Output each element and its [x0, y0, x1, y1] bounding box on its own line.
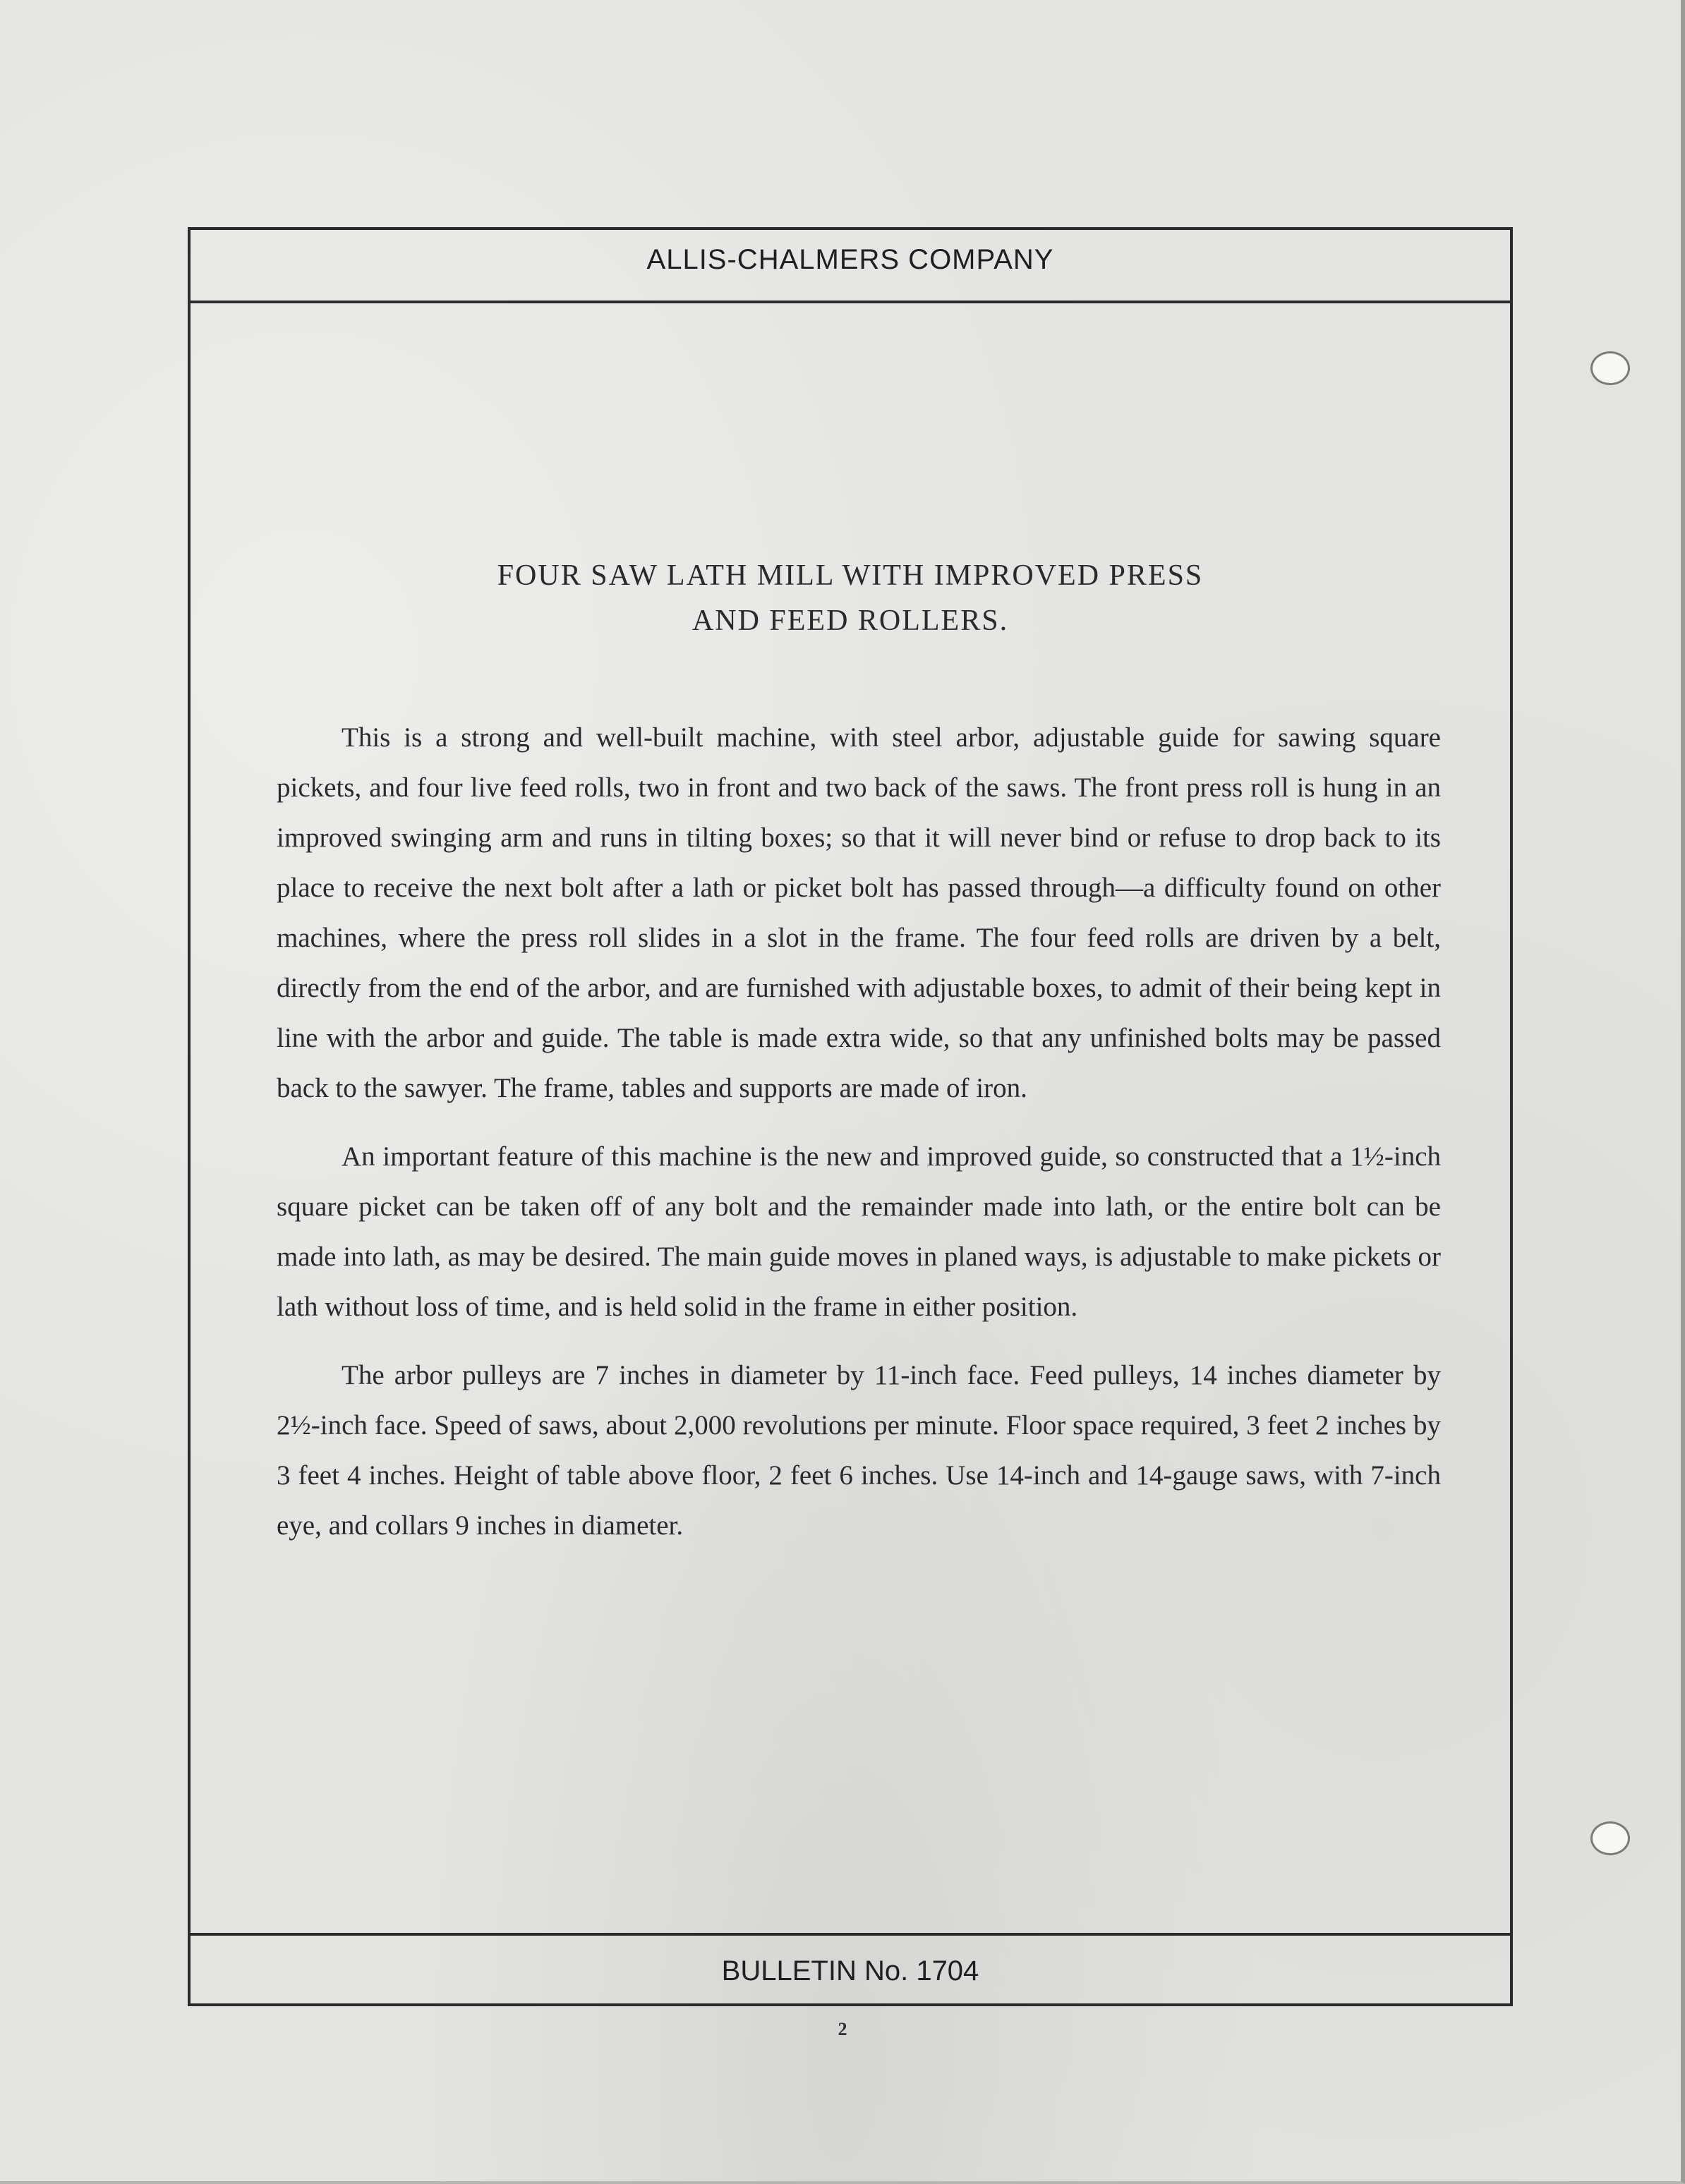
page-title-line-2: AND FEED ROLLERS.	[691, 605, 1009, 637]
body-text	[277, 712, 1441, 1569]
paragraph-machine-description: This is a strong and well-built machine, with steel arbor, adjustable guide for sawing square pickets, and four live feed rolls, two in front and two back of the saws. The front press roll is hung in an improved swinging arm and runs in tilting boxes; so that it will never bind or refuse to drop back to its place to receive the next bolt after a lath or picket bolt has passed through—a difficulty found on other machines, where the press roll slides in a slot in the frame. The four feed rolls are driven by a belt, directly from the end of the arbor, and are furnished with adjustable boxes, to admit of their being kept in line with the arbor and guide. The table is made extra wide, so that any unfinished bolts may be passed back to the sawyer. The frame, tables and supports are made of iron.	[277, 722, 1441, 1103]
bulletin-number: BULLETIN No. 1704	[721, 1955, 979, 1986]
page-title	[188, 553, 1513, 643]
header-divider	[188, 301, 1513, 303]
page-title-line-1: FOUR SAW LATH MILL WITH IMPROVED PRESS	[497, 559, 1204, 592]
punch-hole-bottom	[1590, 1821, 1630, 1855]
company-name: ALLIS-CHALMERS COMPANY	[646, 244, 1054, 275]
punch-hole-top	[1590, 351, 1630, 385]
paragraph-guide-feature: An important feature of this machine is the new and improved guide, so constructed that a 1½-inch square picket can be taken off of any bolt and the remainder made into lath, or the entire bolt can be made into lath, as may be desired. The main guide moves in planed ways, is adjustable to make pickets or lath without loss of time, and is held solid in the frame in either position.	[277, 1141, 1441, 1322]
paragraph-specifications: The arbor pulleys are 7 inches in diameter by 11-inch face. Feed pulleys, 14 inches diameter by 2½-inch face. Speed of saws, about 2,000 revolutions per minute. Floor space required, 3 feet 2 inches by 3 feet 4 inches. Height of table above floor, 2 feet 6 inches. Use 14-inch and 14-gauge saws, with 7-inch eye, and collars 9 inches in diameter.	[277, 1360, 1441, 1541]
page-number: 2	[838, 2019, 847, 2039]
footer-divider	[188, 1933, 1513, 1936]
